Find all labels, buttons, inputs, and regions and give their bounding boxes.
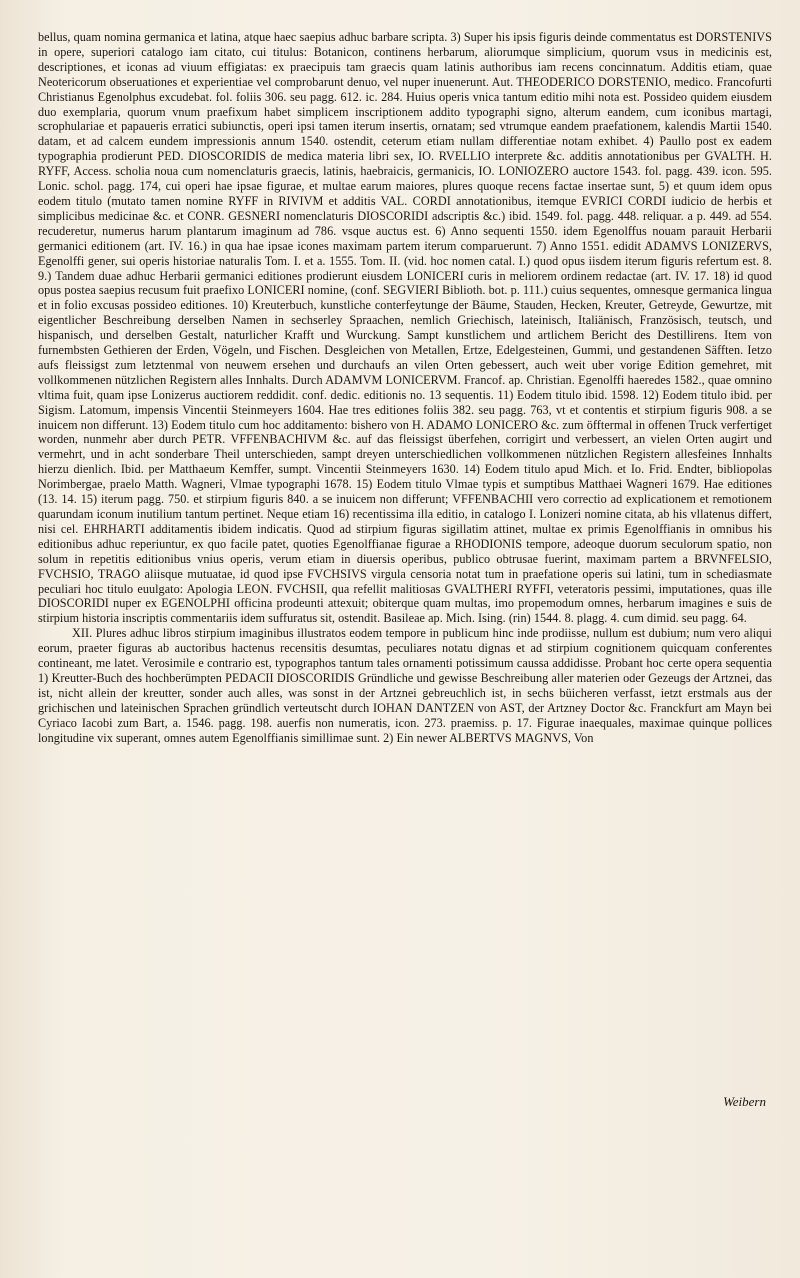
body-text [38, 30, 772, 746]
catchword: Weibern [723, 1094, 766, 1109]
paragraph-2: XII. Plures adhuc libros stirpium imaginibus illustratos eodem tempore in publicum hinc inde prodiisse, nullum est dubium; num vero aliqui eorum, praeter figuras ab auctoribus hactenus recensitis desumtas, peculiares notatu dignas et ad stirpium cognitionem quicquam conferentes contineant, me latet. Verosimile e contrario est, typographos tantum tales ornamenti potissimum caussa addidisse. Probant hoc certe opera sequentia 1) Kreutter-Buch des hochberümpten PEDACII DIOSCORIDIS Gründliche und gewisse Beschreibung aller materien oder Gezeugs der Artznei, das ist, nicht allein der kreutter, sonder auch alles, was sonst in der Artznei gebreuchlich ist, in sechs büicheren verfasst, ietzt erstmals aus der grichischen und lateinischen Sprachen gründlich verteutscht durch IOHAN DANTZEN von AST, der Artzney Doctor &c. Franckfurt am Mayn bei Cyriaco Iacobi zum Bart, a. 1546. pagg. 198. auerfis non numeratis, icon. 273. praemiss. p. 17. Figurae inaequales, maximae quinque pollices longitudine vix superant, omnes autem Egenolffianis simillimae sunt. 2) Ein newer ALBERTVS MAGNVS, Von [38, 626, 772, 745]
paragraph-1: bellus, quam nomina germanica et latina, atque haec saepius adhuc barbare scripta. 3) Super his ipsis figuris deinde commentatus est DORSTENIVS in opere, superiori catalogo iam citato, cui titulus: Botanicon, continens herbarum, aliorumque simplicium, quorum vsus in medicinis est, descriptiones, et iconas ad viuum effigiatas: ex praecipuis tam graecis quam latinis authoribus iam recens concinnatum. Additis etiam, quae Neotericorum obseruationes et experientiae vel comprobarunt denuo, vel nuper inuenerunt. Aut. THEODERICO DORSTENIO, medico. Francofurti Christianus Egenolphus excudebat. fol. foliis 306. seu pagg. 612. ic. 284. Huius operis vnica tantum editio mihi nota est. Possideo quidem eiusdem duo exemplaria, quorum vnum praefixum habet simplicem inscriptionem addito typographi signo, alterum eandem, cum iconibus martagi, scrophulariae et papaueris erratici subiunctis, operi ipsi tamen iterum insertis, ornatam; sed vtrumque eandem praefationem, kalendis Martii 1540. datam, et ad calcem eundem impressionis annum 1540. ostendit, ceterum etiam nullam differentiae notam exhibet. 4) Paullo post ex eadem typographia prodierunt PED. DIOSCORIDIS de medica materia libri sex, IO. RVELLIO interprete &c. additis annotationibus per GVALTH. H. RYFF, Access. scholia noua cum nomenclaturis graecis, latinis, haebraicis, germanicis, IO. LONIOZERO auctore 1543. fol. pagg. 439. icon. 595. Lonic. schol. pagg. 174, cui operi hae ipsae figurae, et multae earum maiores, plures quoque recens factae insertae sunt, 5) et quum idem opus eodem titulo (mutato tamen nomine RYFF in RIVIVM et additis VAL. CORDI annotationibus, itemque EVRICI CORDI iudicio de herbis et simplicibus medicinae &c. et CONR. GESNERI nomenclaturis DIOSCORIDI adscriptis &c.) ibid. 1549. fol. pagg. 448. reliquar. a p. 449. ad 554. recuderetur, numerus harum plantarum imaginum ad 786. vsque auctus est. 6) Anno sequenti 1550. idem Egenolffus nouam parauit Herbarii germanici editionem (art. IV. 16.) in qua hae ipsae icones maximam partem iterum comparuerunt. 7) Anno 1551. edidit ADAMVS LONIZERVS, Egenolffi gener, sui operis historiae naturalis Tom. I. et a. 1555. Tom. II. (vid. hoc nomen catal. I.) quod opus iisdem iterum figuris refertum est. 8. 9.) Tandem duae adhuc Herbarii germanici editiones prodierunt eiusdem LONICERI curis in meliorem ordinem redactae (art. IV. 17. 18) id quod opus postea saepius recusum fuit praefixo LONICERI nomine, (conf. SEGVIERI Biblioth. bot. p. 111.) cuius sequentes, omnesque germanica lingua et in folio excusas possideo editiones. 10) Kreuterbuch, kunstliche conterfeytunge der Bäume, Stauden, Hecken, Kreuter, Getreyde, Gewurtze, mit eigentlicher Beschreibung derselben Namen in sechserley Spraachen, nemlich Griechisch, lateinisch, Italiänisch, Französisch, teutsch, und hispanisch, und derselben Gestalt, naturlicher Krafft und Wurckung. Sampt kunstlichem und artlichem Bericht des Destillirens. Item von furnembsten Gethieren der Erden, Vögeln, und Fischen. Desgleichen von Metallen, Ertze, Edelgesteinen, Gummi, und gestandenen Säfften. Ietzo aufs fleissigst zum letztenmal von neuwem ersehen und durchaufs an vilen Orten gebessert, auch weit uber vorige Edition gemehret, mit vollkommenen nützlichen Registern alles Innhalts. Durch ADAMVM LONICERVM. Francof. ap. Christian. Egenolffi haeredes 1582., quae omnino vltima fuit, quam ipse Lonizerus auctiorem reddidit. conf. dedic. editionis no. 13 sequentis. 11) Eodem titulo ibid. 1598. 12) Eodem titulo ibid. per Sigism. Latomum, impensis Vincentii Steinmeyers 1604. Hae tres editiones foliis 382. seu pagg. 763, vt et contentis et stirpium figuris 908. a se inuicem non differunt. 13) Eodem titulo cum hoc additamento: bishero von H. ADAMO LONICERO &c. zum öfftermal in offenen Truck verfertiget worden, nunmehr aber durch PETR. VFFENBACHIVM &c. auf das fleissigst überfehen, corrigirt und verbessert, an vielen Orten augirt und vermehrt, und in acht sonderbare Theil unterschieden, sampt dreyen unterschiedlichen vollkommenen nützlichen Registern allesfeines Innhalts hierzu dienlich. Ibid. per Matthaeum Kemffer, sumpt. Vincentii Steinmeyers 1630. 14) Eodem titulo apud Mich. et Io. Frid. Endter, bibliopolas Norimbergae, praelo Matth. Wagneri, Vlmae typographi 1678. 15) Eodem titulo Vlmae typis et sumptibus Matthaei Wagneri 1679. Hae editiones (13. 14. 15) iterum pagg. 750. et stirpium figuris 840. a se inuicem non differunt; VFFENBACHII vero correctio ad explicationem et remotionem quarundam iconum inutilium tantum pertinet. Neque etiam 16) recentissima illa editio, in catalogo I. Lonizeri nomine citata, ab his vllatenus differt, nisi cel. EHRHARTI additamentis ibidem indicatis. Quod ad stirpium figuras sigillatim attinet, multae ex primis Egenolffianis in omnibus his editionibus adhuc reperiuntur, ex quo facile patet, quoties Egenolffianae figurae a RHODIONIS tempore, adeoque duorum seculorum spatio, non solum in repetitis editionibus vnius operis, verum etiam in diuersis operibus, publico obtrusae fuerint, maximam partem a BRVNFELSIO, FVCHSIO, TRAGO aliisque mutuatae, id quod ipse FVCHSIVS virgula censoria notat tum in praefatione operis sui latini, tum in schediasmate peculiari hoc titulo euulgato: Apologia LEON. FVCHSII, qua refellit malitiosas GVALTHERI RYFFI, veteratoris pessimi, imputationes, quas ille DIOSCORIDI nuper ex EGENOLPHI officina prodeunti attexuit; obiterque quam multas, imo propemodum omnes, herbarum imagines e suis de stirpium historia inscriptis commentariis idem suffuratus sit, ostendit. Basileae ap. Mich. Ising. (rin) 1544. 8. plagg. 4. cum dimid. seu pagg. 64. [38, 30, 772, 626]
